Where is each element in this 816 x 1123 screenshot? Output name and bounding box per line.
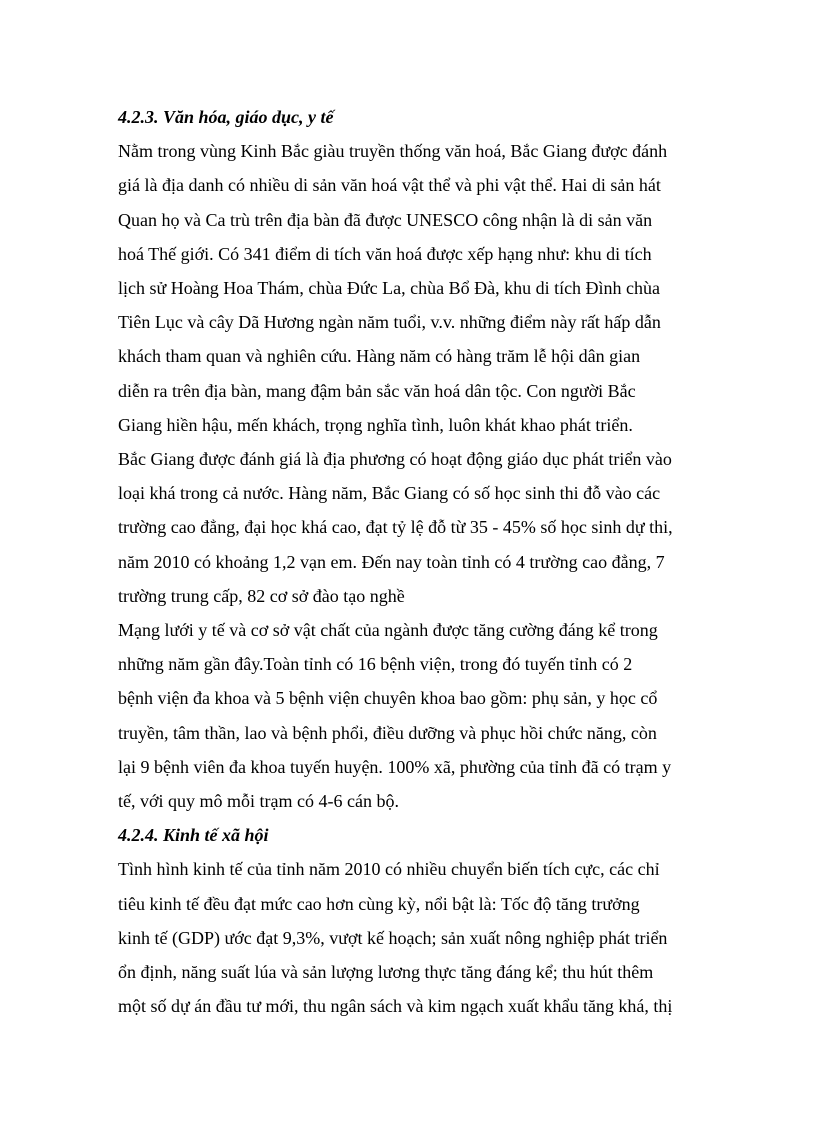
text-line: Giang hiền hậu, mến khách, trọng nghĩa tình, luôn khát khao phát triển. — [118, 414, 633, 435]
text-line: trường cao đẳng, đại học khá cao, đạt tỷ lệ đỗ từ 35 - 45% số học sinh dự thi, — [118, 517, 673, 538]
text-line: kinh tế (GDP) ước đạt 9,3%, vượt kế hoạch; sản xuất nông nghiệp phát triển — [118, 927, 668, 948]
document-body — [118, 100, 704, 1023]
text-line: những năm gần đây.Toàn tỉnh có 16 bệnh viện, trong đó tuyến tỉnh có 2 — [118, 654, 633, 675]
paragraph-economy — [118, 852, 704, 1023]
text-line: diễn ra trên địa bàn, mang đậm bản sắc văn hoá dân tộc. Con người Bắc — [118, 380, 636, 401]
text-line: Bắc Giang được đánh giá là địa phương có hoạt động giáo dục phát triển vào — [118, 449, 672, 470]
text-line: năm 2010 có khoảng 1,2 vạn em. Đến nay toàn tỉnh có 4 trường cao đẳng, 7 — [118, 551, 665, 572]
text-line: giá là địa danh có nhiều di sản văn hoá vật thể và phi vật thể. Hai di sản hát — [118, 175, 661, 196]
text-line: Quan họ và Ca trù trên địa bàn đã được UNESCO công nhận là di sản văn — [118, 209, 653, 230]
text-line: Nằm trong vùng Kinh Bắc giàu truyền thống văn hoá, Bắc Giang được đánh — [118, 141, 668, 162]
paragraph-health — [118, 613, 704, 818]
text-line: lại 9 bệnh viên đa khoa tuyến huyện. 100% xã, phường của tỉnh đã có trạm y — [118, 756, 672, 777]
text-line: lịch sử Hoàng Hoa Thám, chùa Đức La, chùa Bổ Đà, khu di tích Đình chùa — [118, 278, 661, 299]
text-line: Mạng lưới y tế và cơ sở vật chất của ngành được tăng cường đáng kể trong — [118, 620, 658, 641]
text-line: bệnh viện đa khoa và 5 bệnh viện chuyên khoa bao gồm: phụ sản, y học cổ — [118, 688, 658, 709]
paragraph-education — [118, 442, 704, 613]
text-line: Tình hình kinh tế của tỉnh năm 2010 có nhiều chuyển biến tích cực, các chỉ — [118, 859, 660, 880]
text-line: hoá Thế giới. Có 341 điểm di tích văn hoá được xếp hạng như: khu di tích — [118, 243, 652, 264]
text-line: tế, với quy mô mỗi trạm có 4-6 cán bộ. — [118, 791, 399, 812]
text-line: trường trung cấp, 82 cơ sở đào tạo nghề — [118, 585, 405, 606]
section-heading: 4.2.4. Kinh tế xã hội — [118, 825, 269, 846]
text-line: truyền, tâm thần, lao và bệnh phổi, điều dưỡng và phục hồi chức năng, còn — [118, 722, 657, 743]
text-line: một số dự án đầu tư mới, thu ngân sách và kim ngạch xuất khẩu tăng khá, thị — [118, 996, 673, 1017]
paragraph-culture — [118, 134, 704, 442]
text-line: ổn định, năng suất lúa và sản lượng lương thực tăng đáng kể; thu hút thêm — [118, 962, 654, 983]
section-socio-economy — [118, 818, 704, 1023]
text-line: tiêu kinh tế đều đạt mức cao hơn cùng kỳ, nổi bật là: Tốc độ tăng trưởng — [118, 893, 640, 914]
text-line: loại khá trong cả nước. Hàng năm, Bắc Giang có số học sinh thi đỗ vào các — [118, 483, 661, 504]
section-culture-education-health — [118, 100, 704, 818]
section-heading: 4.2.3. Văn hóa, giáo dục, y tế — [118, 107, 334, 127]
text-line: Tiên Lục và cây Dã Hương ngàn năm tuổi, v.v. những điểm này rất hấp dẫn — [118, 312, 661, 333]
text-line: khách tham quan và nghiên cứu. Hàng năm có hàng trăm lễ hội dân gian — [118, 346, 641, 367]
